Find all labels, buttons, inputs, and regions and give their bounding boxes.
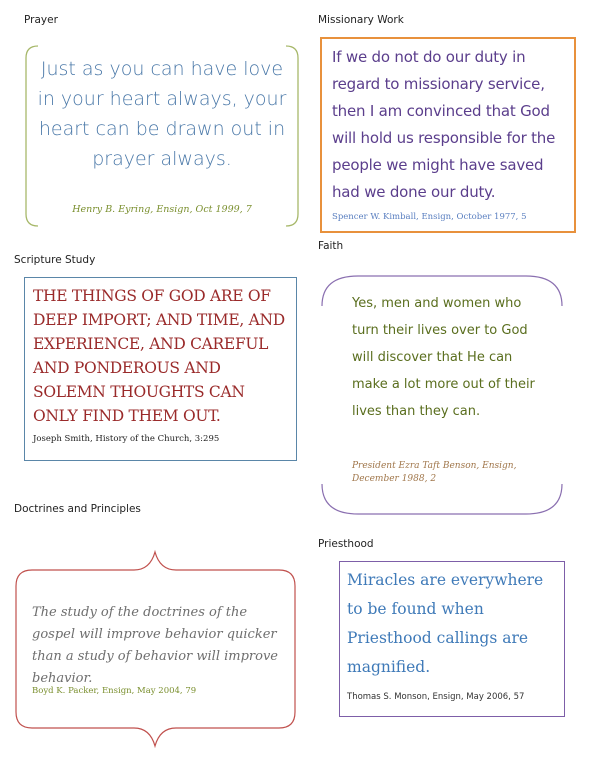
prayer-quote-card bbox=[24, 44, 300, 228]
scripture-quote-card bbox=[24, 277, 297, 461]
faith-heading: Faith bbox=[318, 240, 344, 252]
priesthood-citation: Thomas S. Monson, Ensign, May 2006, 57 bbox=[347, 692, 525, 702]
prayer-heading: Prayer bbox=[24, 14, 58, 26]
prayer-citation: Henry B. Eyring, Ensign, Oct 1999, 7 bbox=[72, 204, 252, 215]
doctrines-quote-card bbox=[14, 550, 297, 748]
doctrines-heading: Doctrines and Principles bbox=[14, 503, 141, 515]
scripture-citation: Joseph Smith, History of the Church, 3:295 bbox=[33, 434, 220, 444]
missionary-citation: Spencer W. Kimball, Ensign, October 1977, 5 bbox=[332, 212, 527, 222]
faith-quote-card bbox=[320, 272, 564, 518]
missionary-quote: If we do not do our duty in regard to missionary service, then I am convinced that God will hold us responsible for the people we might have saved had we done our duty. bbox=[332, 48, 556, 201]
prayer-quote: Just as you can have love in your heart always, your heart can be drawn out in prayer always. bbox=[37, 58, 287, 170]
priesthood-heading: Priesthood bbox=[318, 538, 374, 550]
faith-quote: Yes, men and women who turn their lives over to God will discover that He can make a lot more out of their lives than they can. bbox=[352, 296, 535, 419]
doctrines-quote: The study of the doctrines of the gospel will improve behavior quicker than a study of behavior will improve behavior. bbox=[32, 605, 279, 686]
scripture-heading: Scripture Study bbox=[14, 254, 96, 266]
priesthood-quote-card bbox=[339, 561, 565, 717]
missionary-quote-card bbox=[320, 37, 576, 233]
doctrines-citation: Boyd K. Packer, Ensign, May 2004, 79 bbox=[32, 686, 197, 696]
scripture-quote: THE THINGS OF GOD ARE OF DEEP IMPORT; AND TIME, AND EXPERIENCE, AND CAREFUL AND PONDEROUS AND SOLEMN THOUGHTS CAN ONLY FIND THEM OUT. bbox=[33, 287, 285, 425]
missionary-heading: Missionary Work bbox=[318, 14, 404, 26]
faith-citation: President Ezra Taft Benson, Ensign, December 1988, 2 bbox=[352, 461, 517, 484]
priesthood-quote: Miracles are everywhere to be found when Priesthood callings are magnified. bbox=[347, 571, 544, 676]
